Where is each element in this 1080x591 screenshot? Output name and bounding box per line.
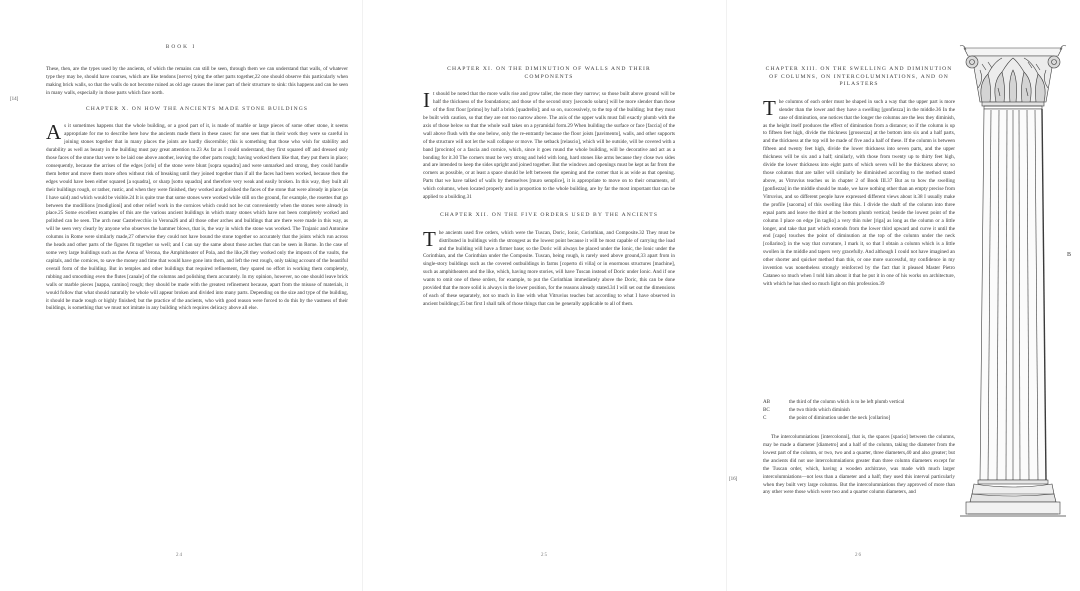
chapter-12-title: CHAPTER XII. ON THE FIVE ORDERS USED BY THE ANCIENTS	[439, 212, 659, 219]
chapter-body: s it sometimes happens that the whole building, or a good part of it, is made of marble or large pieces of some other stone, it seems appropriate for me to describe here how the ancients made them in these cases: for one sees that in their work they were so careful in joining stones together that in many places the joints are hardly discernible; this is something that those who wish for stability and durability as well as beauty in the building must pay great attention to.23 As far as I could understand, they first squared off and dressed only those faces of the stone that were to be laid one above another, leaving the other parts rough; having worked them like that, they put them in place; consequently, because the arrises of the edges [orlo] of the stone were blunt [sopra squadra] and were unmarked and strong, they could handle them better and move them more often without risk of breaking until they joined together than if all the faces had been worked, because then the edges would have been either squared [a squadra], or sharp [sotto squadra] and therefore very weak and easily broken. In this way, they built all their buildings rough, or rather, rustic, and when they were finished, they worked and polished the faces of the stone that were already in place (as I have said) and which would be visible.24 It is quite true that some stones were worked while still on the ground, for example, the rosettes that go between the modillions [modiglioni] and other relief work in the cornices which could not be cut conveniently when the stones were already in place.25 Some excellent examples of this are the various ancient buildings in which many stones which have not been completely worked and polished can be seen. The arch near Castelvecchio in Verona26 and all those other arches and buildings that are there were made in this way, as will be seen very clearly by anyone who observes the hammer blows, that is, the way in which the stone was worked. The Trajanic and Antonine columns in Rome were similarly made,27 otherwise they could not have bound the stone together so accurately that the joints which run across the heads and other parts of the figures fit together so well; and I can say the same about those arches that can be seen in Rome. In the case of some very large buildings such as the Arena of Verona, the Amphitheater of Pola, and the like,28 they worked only the imposts of the vaults, the capitals, and the cornices, to save the money and time that would have gone into them, and left the rest rough, only taking account of the beautiful overall form of the building. But in temples and other buildings that required refinement, they spared no effort in working them completely, rubbing and smoothing even the flutes [canale] of the columns and polishing them accurately. In my opinion, however, no one should leave brick walls or marble pieces [nappa, camino] rough; they should be made with the greatest refinement because, apart from the misuse of materials, it would follow that what should naturally be whole will appear broken and divided into many parts. Depending on the size and type of the building, it should be made rough or highly finished; but the practice of the ancients, who with good reason were forced to do this by the vastness of their buildings, is something that we must not imitate in any building which requires delicacy above all else.	[46, 123, 348, 312]
figure-key-text: the two thirds which diminish	[789, 407, 850, 413]
drop-cap: T	[763, 95, 776, 120]
page-folio: 26	[855, 553, 862, 558]
running-head: BOOK I	[165, 44, 197, 50]
chapter-body: he columns of each order must be shaped in such a way that the upper part is more slender than the lower and they have a swelling [gonfiezza] in the middle.36 In the case of diminution, one notices that the longer the columns are the less they diminish, as the height itself produces the effect of diminution from a distance; so if the column is up to fifteen feet high, divide the thickness [grossezza] at the bottom into six and a half parts, and the thickness at the top will be made of five and a half of these. If the column is between fifteen and twenty feet high, divide the lower thickness into seven parts, and the upper thickness will be six and a half; similarly, with those from twenty up to thirty feet high, divide the lower thickness into eight parts of which seven will be the thickness above; so those columns that are taller will similarly be diminished according to the method stated above, as Vitruvius teaches us in chapter 2 of Book III.37 But as to how the swelling [gonfiezza] in the middle should be made, we have nothing other than an empty precise from Vitruvius, and so different people have expressed different views about it.38 I usually make the profile [sacoma] of this swelling like this. I divide the shaft of the column into three equal parts and leave the third at the bottom plumb vertical; beside the lowest point of the column I place on edge [in taglio] a very thin ruler [riga] as long as the column or a little longer, and take that part which extends from the lower third upward and curve it until the end [capo] touches the point of diminution at the top of the column under the neck [collarino]; in the way that curvature, I mark it, so that I obtain a column which is a little swollen in the middle and tapers very gracefully. And although I could not have imagined an other shorter and quicker method than this, or one more successful, my confidence in my invention was nonetheless strongly reinforced by the fact that it pleased Master Pietro Cataneo so much when I told him about it that he put it in one of his works on architecture, with which he has shed so much light on this profession.39	[763, 98, 955, 287]
chapter-title: CHAPTER XIII. ON THE SWELLING AND DIMINUTION OF COLUMNS, ON INTERCOLUMNIATIONS, AND ON PILASTERS	[765, 66, 953, 88]
chapter-11-title: CHAPTER XI. ON THE DIMINUTION OF WALLS AND THEIR COMPONENTS	[447, 66, 651, 80]
chapter-12-body: he ancients used five orders, which were the Tuscan, Doric, Ionic, Corinthian, and Composite.32 They must be distributed in buildings with the strongest as the lowest point because it will be most capable of carrying the load and the building will have a firmer base; so the Doric will always be placed under the Ionic, the Ionic under the Corinthian, and the Corinthian under the Composite. Tuscan, being rough, is rarely used above ground,33 apart from in single-story buildings such as the covered outbuildings in farms [coperto di villa] or in enormous structures [machine], such as amphitheaters and the like, which, having more stories, will have Tuscan instead of Doric under Ionic. And if one wants to omit one of these orders, for example, to put the Corinthian immediately above the Doric, this can be done provided that the more solid is always in the lower position, for the reasons already stated.34 I will set out the dimensions of each of these separately, not so much in line with what Vitruvius teaches but according to what I have observed in ancient buildings;35 but first I shall talk of those things that can be generally applicable to all of them.	[423, 229, 675, 307]
page-folio: 24	[176, 553, 183, 558]
chapter-title: CHAPTER X. ON HOW THE ANCIENTS MADE STONE BUILDINGS	[85, 105, 309, 112]
page-text-continued	[763, 434, 955, 544]
drop-cap: T	[423, 226, 436, 251]
middle-page	[362, 0, 727, 591]
drop-cap: A	[46, 120, 62, 145]
figure-key-text: the third of the column which is to be left plumb vertical	[789, 399, 905, 405]
figure-key-label: AB	[763, 399, 771, 405]
figure-key-label: C	[763, 415, 767, 421]
figure-key-text: the point of diminution under the neck [collarino]	[789, 415, 891, 421]
chapter-11-body: t should be noted that the more walls rise and grow taller, the more they narrow; so those built above ground will be half the thickness of the foundations; and those of the second story [secondo solaro] will be more slender than those of the first floor [primo] by half a brick [quadrello]; and so on, successively, to the top of the building; but they must be built with caution, so that they are not too narrow above. The axis of the upper walls must fall exactly plumb with the axis of those below so that the whole wall takes on a pyramidal form.29 When building the surface or face [faccia] of the wall above flush with the one below, only the re-entrantly because the floor joists [pavimento], walls, and other supports of the structure will not let the wall collapse or move. The setback [relascio], which will be outside, will be covered with a band [procinto] or a fascia and cornice, which, since it goes round the whole building, will be decorative and act as a bonding for it.30 The corners must be very strong and held with long, hard stones like arms because they close two sides and are intended to keep the sides upright and joined together. But the windows and openings must be kept as far from the corners as possible, or at least a space should be left between the opening and the corner that is as wide as that opening. Parts that we have talked of walls by themselves [muro semplice], it is appropriate to move on to their ornaments, of which columns, when located properly and in proportion to the whole building, are by far the most important that can be applied to a building.31	[423, 91, 675, 201]
figure-key-row	[763, 398, 955, 406]
page-folio: 25	[541, 553, 548, 558]
page-text	[46, 66, 348, 552]
intercolumniation-paragraph: The intercolumniations [intercolonni], that is, the spaces [spacio] between the columns, may be made a diameter [diametro] and a half of the column, taking the diameter from the lowest part of the column, or two, two and a quarter, three diameters,40 and also greater; but the ancients did not use intercolumniations greater than three column diameters except for the Tuscan order, which, having a wooden architrave, was made with much larger intercolumniations—not less than a diameter and a half; they used this interval particularly when they built very large columns. But the intercolumniations they approved of more than any other were those which were two and a quarter column diameters, and	[763, 434, 955, 496]
figure-label-b: B	[1067, 252, 1072, 258]
figure-key-row	[763, 414, 955, 422]
margin-page-number: [14]	[10, 97, 19, 102]
intro-paragraph: These, then, are the types used by the ancients, of which the remains can still be seen, through them we can understand that walls, of whatever type they may be, should have courses, which are like tendons [nervo] tying the other parts together,22 one should observe this particularly when making brick walls, so that the walls do not become ruined as old age causes the inner part of their structure to sink: this happens and can be seen in many walls, especially in those parts which face north.	[46, 66, 348, 96]
drop-cap: I	[423, 88, 430, 113]
corinthian-column-illustration	[958, 44, 1068, 542]
figure-key-label: BC	[763, 407, 770, 413]
figure-key-row	[763, 406, 955, 414]
figure-key	[763, 398, 955, 422]
margin-page-number: [16]	[729, 477, 738, 482]
page-text	[763, 66, 955, 394]
page-text	[423, 66, 675, 552]
left-page	[0, 0, 362, 591]
